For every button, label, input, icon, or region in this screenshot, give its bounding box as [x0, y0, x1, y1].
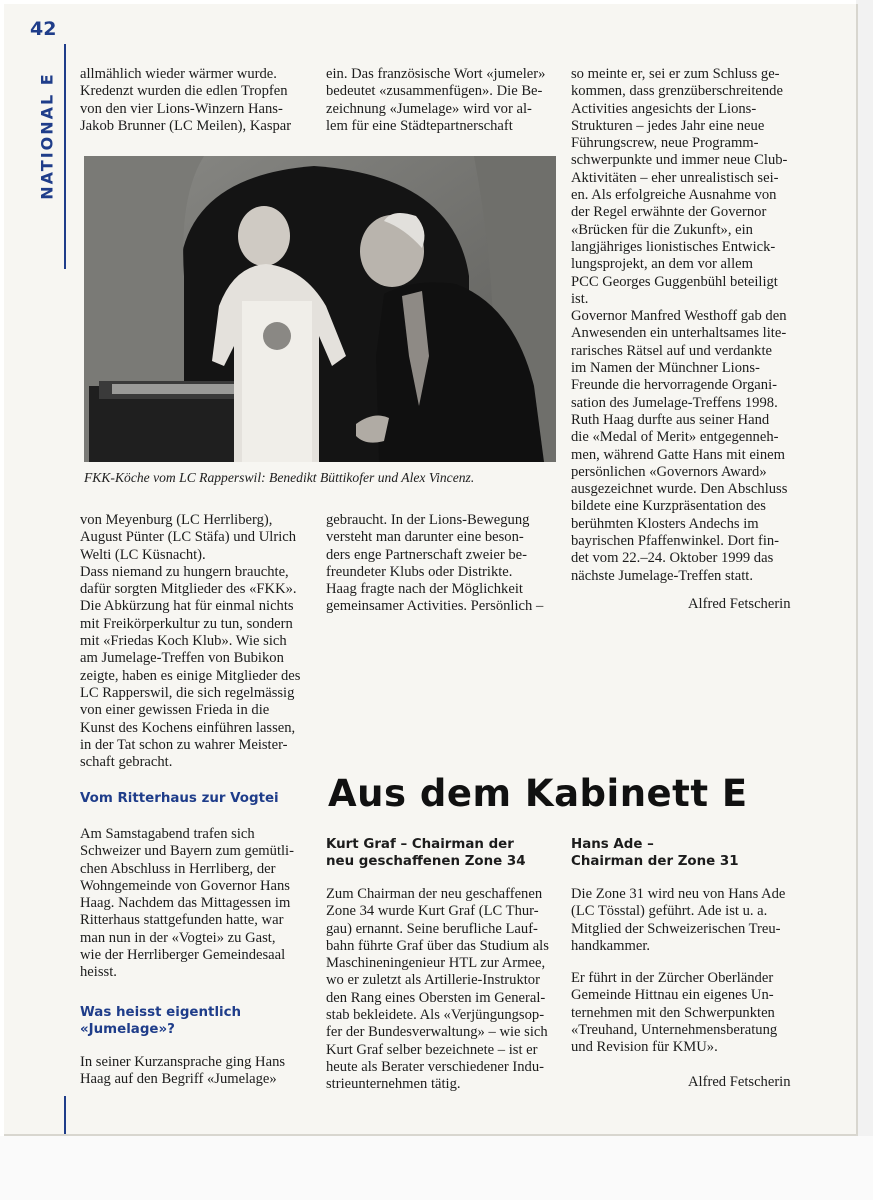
text-line: Freunde die hervorragende Organi- [571, 377, 777, 394]
text-line: kommen, dass grenzüberschreitende [571, 83, 783, 100]
text-line: am Jumelage-Treffen von Bubikon [80, 650, 284, 667]
text-line: von Meyenburg (LC Herrliberg), [80, 512, 273, 528]
text-line: ist. [571, 290, 589, 307]
text-line: heute als Berater verschiedener Indu- [326, 1058, 544, 1075]
col1-ritterhaus-text [80, 826, 306, 982]
subheading-line: Kurt Graf – Chairman der [326, 837, 514, 852]
text-line: lungsprojekt, an dem vor allem [571, 256, 753, 273]
text-line: schwerpunkte und immer neue Club- [571, 152, 788, 169]
text-line: LC Rapperswil, die sich regelmässig [80, 684, 295, 701]
text-line: Dass niemand zu hungern brauchte, [80, 563, 289, 580]
text-line: In seiner Kurzansprache ging Hans [80, 1054, 286, 1070]
text-line: Haag. Nachdem das Mittagessen im [80, 895, 291, 912]
text-line: Schweizer und Bayern zum gemütli- [80, 843, 294, 860]
photo-illustration [84, 156, 556, 462]
text-line: Strukturen – jedes Jahr eine neue [571, 117, 765, 134]
text-line: Kurt Graf selber bezeichnete – ist er [326, 1041, 538, 1058]
text-line: Die Zone 31 wird neu von Hans Ade [571, 886, 786, 902]
page-number: 42 [30, 18, 57, 40]
text-line: sation des Jumelage-Treffens 1998. [571, 394, 778, 411]
text-line: mit Freikörperkultur zu tun, sondern [80, 615, 293, 632]
text-line: zeigte, haben es einige Mitglieder des [80, 667, 301, 684]
text-line: langjähriges lionistisches Entwick- [571, 238, 776, 255]
text-line: zeichnung «Jumelage» wird vor al- [326, 100, 532, 117]
text-line: handkammer. [571, 937, 651, 954]
text-line: gau) ernannt. Seine berufliche Lauf- [326, 920, 538, 937]
text-line: Activities angesichts der Lions- [571, 100, 757, 117]
text-line: Führungscrew, neue Programm- [571, 135, 759, 152]
subheading-line: Hans Ade – [571, 837, 654, 852]
text-line: rarisches Rätsel auf und verdankte [571, 342, 772, 359]
text-line: man nun in der «Vogtei» zu Gast, [80, 929, 276, 946]
section-label-text: NATIONAL E [37, 72, 57, 200]
text-line: ders enge Partnerschaft zweier be- [326, 546, 527, 563]
text-line: Die Abkürzung hat für einmal nichts [80, 598, 294, 615]
text-line: Kunst des Kochens einführen lassen, [80, 719, 296, 736]
text-line: persönlichen «Governors Award» [571, 463, 767, 480]
text-line: det vom 22.–24. Oktober 1999 das [571, 550, 774, 567]
text-line: fer der Bundesverwaltung» – wie sich [326, 1024, 548, 1041]
text-line: den Rang eines Obersten im General- [326, 989, 546, 1006]
text-line: bayrischen Pfaffenwinkel. Dort fin- [571, 533, 780, 550]
col1-mid-text [80, 512, 306, 771]
text-line: der Regel erwähnte der Governor [571, 204, 767, 221]
subheading-line: Chairman der Zone 31 [571, 854, 739, 869]
text-line: Jakob Brunner (LC Meilen), Kaspar [80, 117, 292, 134]
text-line: «Brücken für die Zukunft», ein [571, 221, 753, 238]
subheading-ritterhaus: Vom Ritterhaus zur Vogtei [80, 791, 279, 806]
text-line: Haag auf den Begriff «Jumelage» [80, 1071, 277, 1088]
col1-top-text [80, 66, 306, 135]
text-line: freundeter Klubs oder Distrikte. [326, 563, 513, 580]
text-line: dafür sorgten Mitglieder des «FKK». [80, 581, 297, 598]
text-line: im Namen der Münchner Lions- [571, 360, 760, 377]
margin-rule [64, 44, 66, 269]
photo-caption: FKK-Köche vom LC Rapperswil: Benedikt Büttikofer und Alex Vincenz. [84, 470, 475, 485]
text-line: Maschineningenieur HTL zur Armee, [326, 955, 546, 972]
text-line: bahn führte Graf über das Studium als [326, 937, 549, 954]
text-line: Ritterhaus stattgefunden hatte, war [80, 912, 284, 929]
text-line: und Revision für KMU». [571, 1039, 718, 1056]
text-line: Haag fragte nach der Möglichkeit [326, 581, 523, 598]
subheading-line: «Jumelage»? [80, 1022, 175, 1037]
text-line: Governor Manfred Westhoff gab den [571, 308, 787, 325]
subheading-line: Was heisst eigentlich [80, 1005, 242, 1020]
kabinett-headline: Aus dem Kabinett E [328, 772, 748, 815]
text-line: gebraucht. In der Lions-Bewegung [326, 512, 530, 528]
text-line: Am Samstagabend trafen sich [80, 826, 255, 842]
text-line: ein. Das französische Wort «jumeler» [326, 66, 546, 82]
ade-text-2 [571, 970, 797, 1056]
text-line: allmählich wieder wärmer wurde. [80, 66, 277, 82]
text-line: gemeinsamer Activities. Persönlich – [326, 598, 544, 615]
ade-text-1 [571, 886, 797, 955]
col3-signature: Alfred Fetscherin [688, 596, 791, 612]
text-line: Zone 34 wurde Kurt Graf (LC Thur- [326, 903, 539, 920]
section-label [32, 66, 62, 206]
text-line: wie der Herrliberger Gemeindesaal [80, 947, 286, 964]
text-line: Gemeinde Hittnau ein eigenes Un- [571, 987, 774, 1004]
col3-text [571, 66, 797, 585]
text-line: en. Als erfolgreiche Ausnahme von [571, 187, 777, 204]
text-line: «Treuhand, Unternehmensberatung [571, 1021, 778, 1038]
text-line: Ruth Haag durfte aus seiner Hand [571, 411, 770, 428]
text-line: in der Tat schon zu wahrer Meister- [80, 736, 288, 753]
text-line: bedeutet «zusammenfügen». Die Be- [326, 83, 543, 100]
text-line: PCC Georges Guggenbühl beteiligt [571, 273, 778, 290]
text-line: stab bekleidete. Als «Verjüngungsop- [326, 1007, 545, 1024]
text-line: (LC Tösstal) geführt. Ade ist u. a. [571, 903, 768, 920]
text-line: ternehmen mit den Schwerpunkten [571, 1004, 775, 1021]
margin-rule-bottom [64, 1096, 66, 1134]
text-line: Anwesenden ein unterhaltsames lite- [571, 325, 787, 342]
text-line: strieunternehmen tätig. [326, 1076, 461, 1093]
text-line: heisst. [80, 964, 117, 981]
text-line: chen Abschluss in Herrliberg, der [80, 860, 276, 877]
text-line: Wohngemeinde von Governor Hans [80, 877, 290, 894]
ade-heading [571, 836, 739, 870]
col2-top-text [326, 66, 552, 135]
text-line: Aktivitäten – eher unrealistisch sei- [571, 169, 779, 186]
text-line: so meinte er, sei er zum Schluss ge- [571, 66, 780, 82]
photo-fkk-cooks [84, 156, 556, 462]
text-line: Welti (LC Küsnacht). [80, 546, 206, 563]
col1-jumelage-text [80, 1054, 306, 1089]
text-line: lem für eine Städtepartnerschaft [326, 117, 513, 134]
text-line: Kredenzt wurden die edlen Tropfen [80, 83, 288, 100]
magazine-page [4, 4, 858, 1136]
text-line: mit «Friedas Koch Klub». Wie sich [80, 633, 287, 650]
scan-shadow-bottom [0, 1136, 873, 1200]
text-line: August Pünter (LC Stäfa) und Ulrich [80, 529, 297, 546]
text-line: bildete eine Kurzpräsentation des [571, 498, 766, 515]
col2-mid-text [326, 512, 552, 616]
text-line: versteht man darunter eine beson- [326, 529, 524, 546]
text-line: von einer gewissen Frieda in die [80, 702, 270, 719]
text-line: ausgezeichnet wurde. Den Abschluss [571, 481, 788, 498]
text-line: men, während Gatte Hans mit einem [571, 446, 785, 463]
text-line: nächste Jumelage-Treffen statt. [571, 567, 753, 584]
scan-shadow-right [856, 0, 873, 1200]
text-line: wo er zuletzt als Artillerie-Instruktor [326, 972, 540, 989]
text-line: Er führt in der Zürcher Oberländer [571, 970, 774, 986]
kabinett-signature: Alfred Fetscherin [688, 1074, 791, 1090]
text-line: die «Medal of Merit» entgegenneh- [571, 429, 779, 446]
text-line: Zum Chairman der neu geschaffenen [326, 886, 543, 902]
text-line: schaft gebracht. [80, 754, 173, 771]
graf-heading [326, 836, 526, 870]
text-line: Mitglied der Schweizerischen Treu- [571, 920, 781, 937]
subheading-jumelage [80, 1004, 241, 1038]
text-line: von den vier Lions-Winzern Hans- [80, 100, 283, 117]
subheading-line: neu geschaffenen Zone 34 [326, 854, 526, 869]
graf-text [326, 886, 552, 1094]
text-line: berühmten Klosters Andechs im [571, 515, 759, 532]
